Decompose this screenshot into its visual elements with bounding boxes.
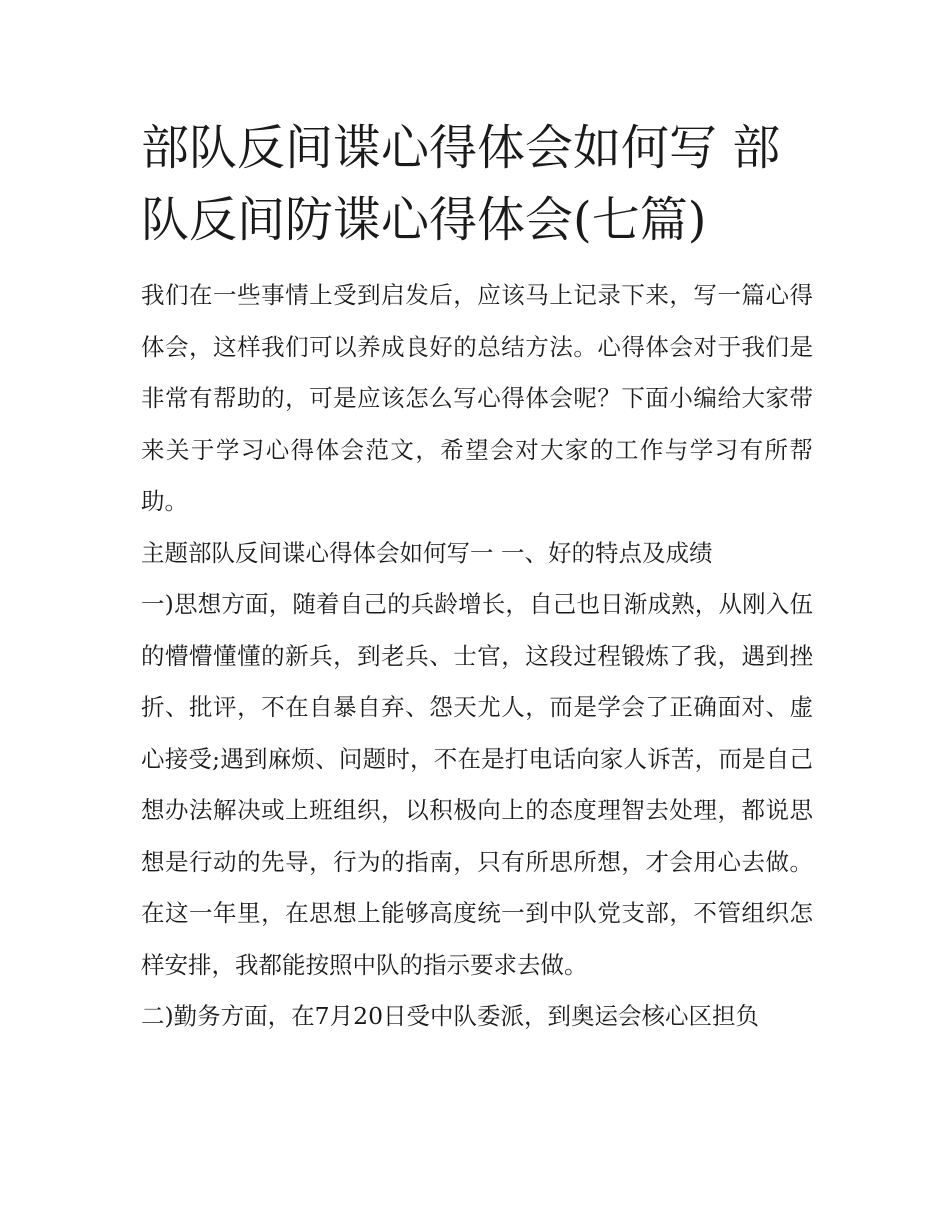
document-title: 部队反间谍心得体会如何写 部队反间防谍心得体会(七篇) [141,120,781,248]
section-heading: 主题部队反间谍心得体会如何写一 一、好的特点及成绩 [141,538,713,567]
duty-paragraph: 二)勤务方面，在7月20日受中队委派，到奥运会核心区担负 [141,1002,760,1030]
document-page [141,112,813,1043]
thought-paragraph: 一)思想方面，随着自己的兵龄增长，自己也日渐成熟，从刚入伍的懵懵懂懂的新兵，到老兵、士官，这段过程锻炼了我，遇到挫折、批评，不在自暴自弃、怨天尤人，而是学会了正确面对、虚心接受;遇到麻烦、问题时，不在是打电话向家人诉苦，而是自己想办法解决或上班组织，以积极向上的态度理智去处理，都说思想是行动的先导，行为的指南，只有所思所想，才会用心去做。在这一年里，在思想上能够高度统一到中队党支部，不管组织怎样安排，我都能按照中队的指示要求去做。 [141,590,813,979]
intro-paragraph: 我们在一些事情上受到启发后，应该马上记录下来，写一篇心得体会，这样我们可以养成良好的总结方法。心得体会对于我们是非常有帮助的，可是应该怎么写心得体会呢？下面小编给大家带来关于学习心得体会范文，希望会对大家的工作与学习有所帮助。 [141,281,813,515]
